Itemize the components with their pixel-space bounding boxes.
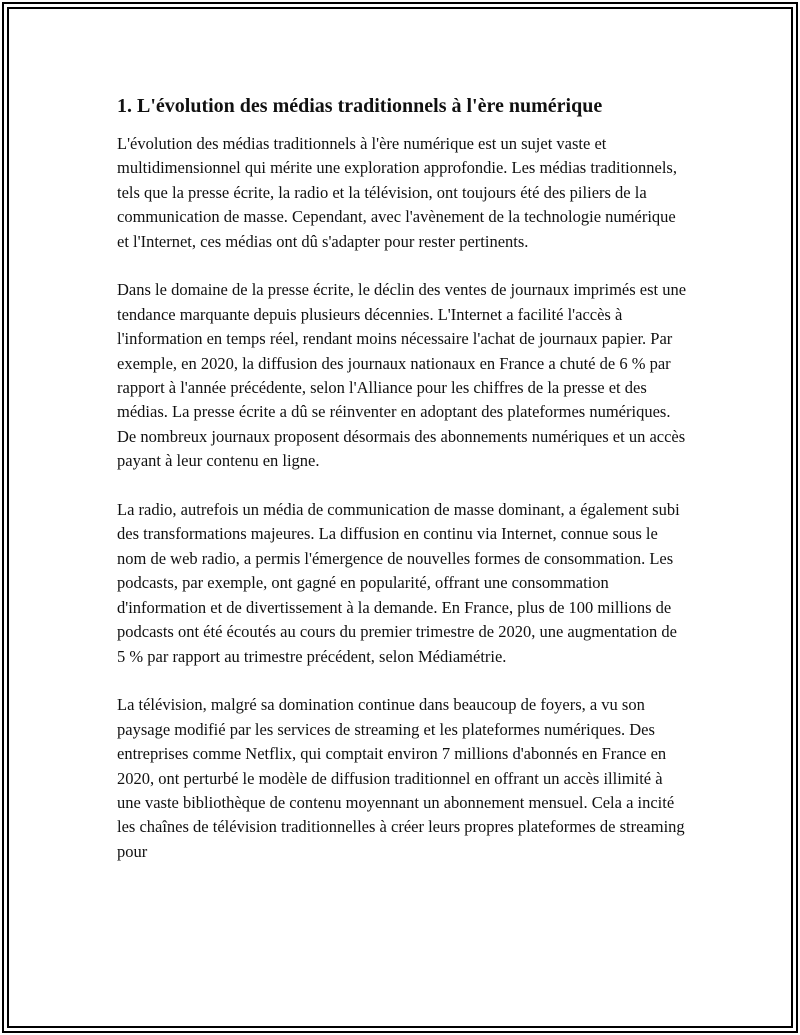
- paragraph-3: La radio, autrefois un média de communication de masse dominant, a également subi des transformations majeures. La diffusion en continu via Internet, connue sous le nom de web radio, a permis l'émergence de nouvelles formes de consommation. Les podcasts, par exemple, ont gagné en popularité, offrant une consommation d'information et de divertissement à la demande. En France, plus de 100 millions de podcasts ont été écoutés au cours du premier trimestre de 2020, une augmentation de 5 % par rapport au trimestre précédent, selon Médiamétrie.: [117, 500, 680, 666]
- paragraph-2: Dans le domaine de la presse écrite, le déclin des ventes de journaux imprimés est une tendance marquante depuis plusieurs décennies. L'Internet a facilité l'accès à l'information en temps réel, rendant moins nécessaire l'achat de journaux papier. Par exemple, en 2020, la diffusion des journaux nationaux en France a chuté de 6 % par rapport à l'année précédente, selon l'Alliance pour les chiffres de la presse et des médias. La presse écrite a dû se réinventer en adoptant des plateformes numériques. De nombreux journaux proposent désormais des abonnements numériques et un accès payant à leur contenu en ligne.: [117, 280, 687, 471]
- paragraph-1: L'évolution des médias traditionnels à l'ère numérique est un sujet vaste et multidimensionnel qui mérite une exploration approfondie. Les médias traditionnels, tels que la presse écrite, la radio et la télévision, ont toujours été des piliers de la communication de masse. Cependant, avec l'avènement de la technologie numérique et l'Internet, ces médias ont dû s'adapter pour rester pertinents.: [117, 134, 677, 251]
- document-body: [117, 92, 687, 889]
- paragraph-4: La télévision, malgré sa domination continue dans beaucoup de foyers, a vu son paysage modifié par les services de streaming et les plateformes numériques. Des entreprises comme Netflix, qui comptait environ 7 millions d'abonnés en France en 2020, ont perturbé le modèle de diffusion traditionnel en offrant un accès illimité à une vaste bibliothèque de contenu moyennant un abonnement mensuel. Cela a incité les chaînes de télévision traditionnelles à créer leurs propres plateformes de streaming pour: [117, 695, 685, 861]
- section-title: 1. L'évolution des médias traditionnels à l'ère numérique: [117, 95, 603, 117]
